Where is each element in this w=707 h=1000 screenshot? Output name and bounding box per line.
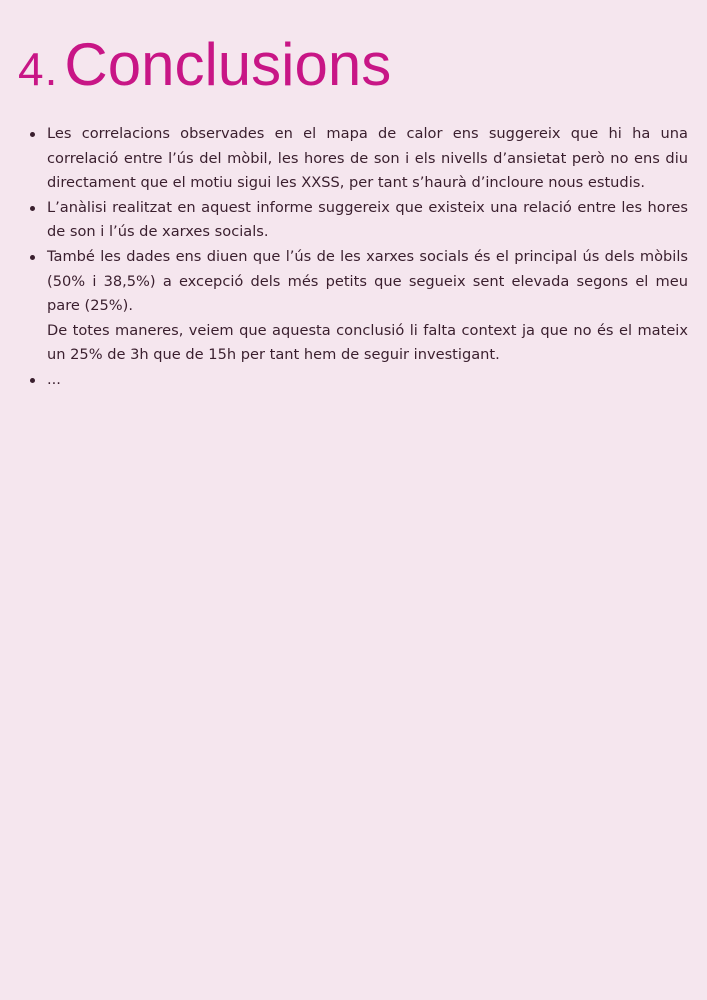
- list-item-text: Les correlacions observades en el mapa de calor ens suggereix que hi ha una correlació entre l’ús del mòbil, les hores de son i els nivells d’ansietat però no ens diu directament que el motiu sigui les XXSS, per tant s’haurà d’incloure nous estudis.: [47, 125, 688, 192]
- list-item-extra-text: De totes maneres, veiem que aquesta conclusió li falta context ja que no és el mateix un 25% de 3h que de 15h per tant hem de seguir investigant.: [47, 321, 688, 364]
- list-item-text: També les dades ens diuen que l’ús de les xarxes socials és el principal ús dels mòbils (50% i 38,5%) a excepció dels més petits que segueix sent elevada segons el meu pare (25%).: [47, 247, 688, 315]
- conclusions-list: [47, 122, 688, 393]
- list-item-text: ...: [47, 370, 61, 388]
- list-item-text: L’anàlisi realitzat en aquest informe suggereix que existeix una relació entre les hores de son i l’ús de xarxes socials.: [47, 198, 688, 241]
- section-number: 4.: [18, 43, 59, 95]
- page-title: [18, 30, 391, 99]
- list-item: [47, 122, 688, 196]
- list-item: [47, 245, 688, 368]
- list-item: [47, 196, 688, 245]
- section-title: Conclusions: [64, 31, 392, 98]
- list-item: [47, 368, 688, 393]
